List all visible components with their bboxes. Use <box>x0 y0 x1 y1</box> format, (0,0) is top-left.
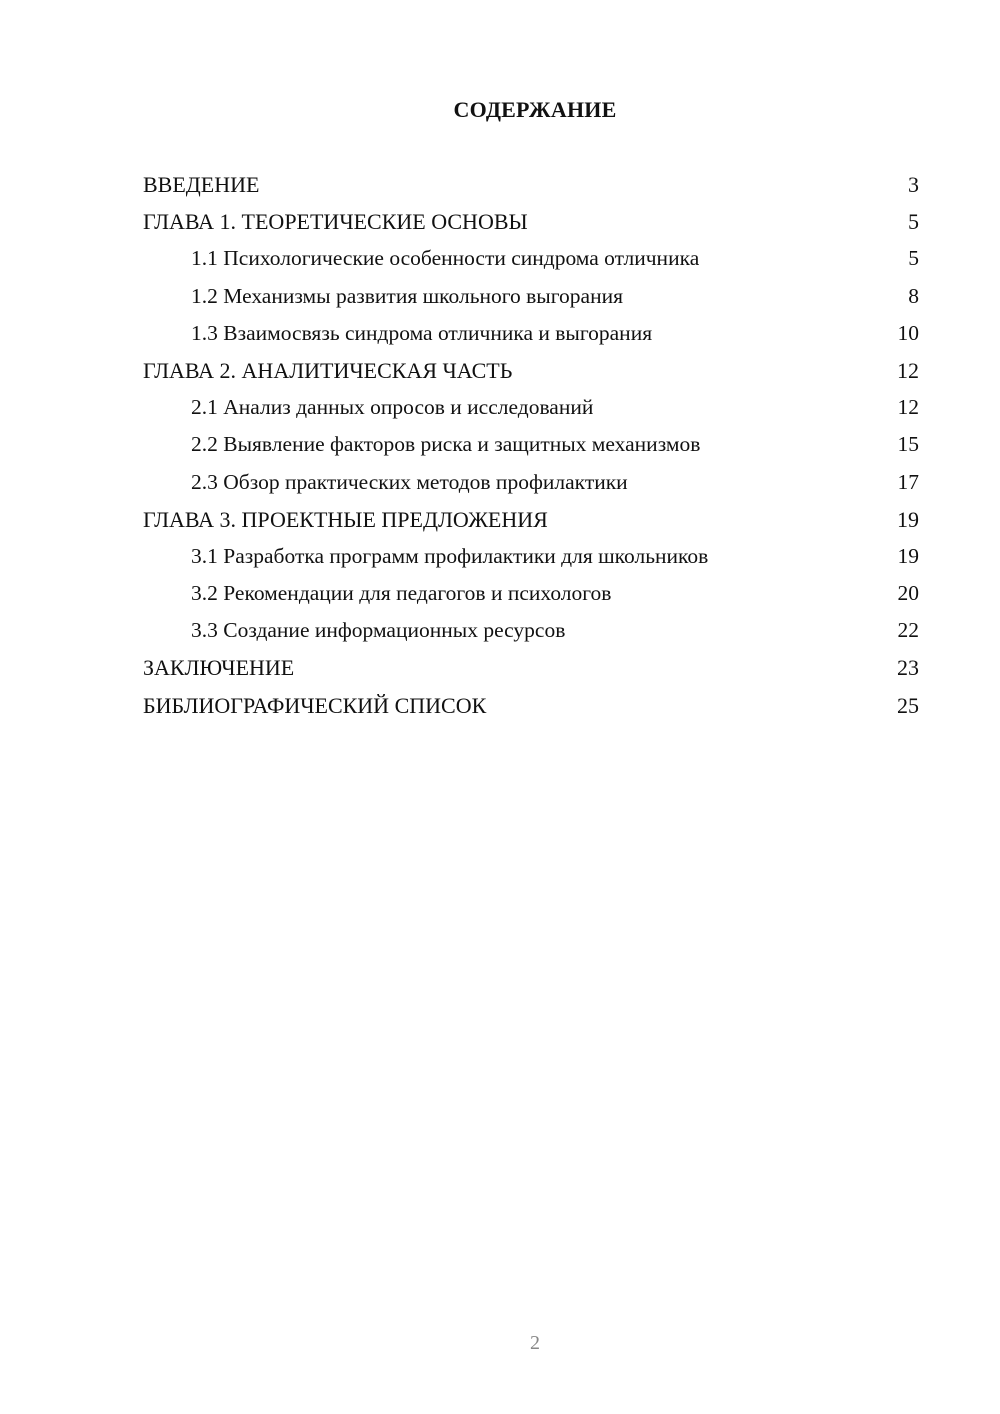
toc-entry-label: ВВЕДЕНИЕ <box>143 172 260 197</box>
toc-entry-label: 3.1 Разработка программ профилактики для школьников <box>191 543 709 568</box>
toc-entry-label: 3.2 Рекомендации для педагогов и психологов <box>191 581 612 606</box>
toc-entry-chapter-1[interactable] <box>143 203 919 240</box>
toc-entry-page: 20 <box>897 581 919 606</box>
toc-entry-conclusion[interactable] <box>143 649 919 686</box>
toc-entry-page: 5 <box>908 209 919 235</box>
toc-entry-label: 1.3 Взаимосвязь синдрома отличника и выгорания <box>191 320 653 345</box>
toc-entry-section-3-1[interactable] <box>143 538 919 575</box>
toc-entry-introduction[interactable] <box>143 166 919 203</box>
toc-entry-page: 3 <box>908 172 919 197</box>
toc-entry-page: 17 <box>897 469 919 494</box>
toc-entry-page: 19 <box>897 543 919 568</box>
page-number: 2 <box>530 1332 540 1354</box>
toc-entry-section-3-2[interactable] <box>143 575 919 612</box>
toc-entry-page: 12 <box>897 395 919 420</box>
toc-entry-page: 8 <box>908 283 919 308</box>
page-title: СОДЕРЖАНИЕ <box>453 97 617 122</box>
toc-entry-section-1-3[interactable] <box>143 315 919 352</box>
toc-entry-label: ГЛАВА 3. ПРОЕКТНЫЕ ПРЕДЛОЖЕНИЯ <box>143 506 548 532</box>
toc-entry-section-2-3[interactable] <box>143 464 919 501</box>
toc-entry-section-3-3[interactable] <box>143 612 919 649</box>
toc-entry-chapter-2[interactable] <box>143 352 919 389</box>
toc-entry-section-2-2[interactable] <box>143 426 919 463</box>
toc-entry-page: 5 <box>908 246 919 271</box>
table-of-contents <box>143 166 919 724</box>
toc-entry-section-1-1[interactable] <box>143 240 919 277</box>
toc-entry-label: 1.1 Психологические особенности синдрома отличника <box>191 246 700 271</box>
toc-entry-label: 2.1 Анализ данных опросов и исследований <box>191 395 594 420</box>
toc-entry-section-2-1[interactable] <box>143 389 919 426</box>
toc-entry-bibliography[interactable] <box>143 687 919 724</box>
toc-entry-page: 12 <box>897 357 919 383</box>
toc-entry-label: ГЛАВА 2. АНАЛИТИЧЕСКАЯ ЧАСТЬ <box>143 357 513 383</box>
toc-entry-label: ЗАКЛЮЧЕНИЕ <box>143 655 295 681</box>
toc-entry-page: 10 <box>897 320 919 345</box>
toc-entry-label: 1.2 Механизмы развития школьного выгорания <box>191 283 623 308</box>
toc-entry-label: ГЛАВА 1. ТЕОРЕТИЧЕСКИЕ ОСНОВЫ <box>143 209 528 235</box>
toc-entry-page: 19 <box>897 506 919 532</box>
toc-entry-page: 15 <box>897 432 919 457</box>
toc-entry-chapter-3[interactable] <box>143 501 919 538</box>
toc-entry-page: 23 <box>897 655 919 681</box>
toc-entry-label: БИБЛИОГРАФИЧЕСКИЙ СПИСОК <box>143 692 487 718</box>
toc-entry-label: 2.3 Обзор практических методов профилактики <box>191 469 628 494</box>
toc-entry-section-1-2[interactable] <box>143 278 919 315</box>
toc-entry-page: 22 <box>897 618 919 643</box>
toc-entry-label: 3.3 Создание информационных ресурсов <box>191 618 566 643</box>
toc-entry-page: 25 <box>897 692 919 718</box>
toc-entry-label: 2.2 Выявление факторов риска и защитных механизмов <box>191 432 701 457</box>
